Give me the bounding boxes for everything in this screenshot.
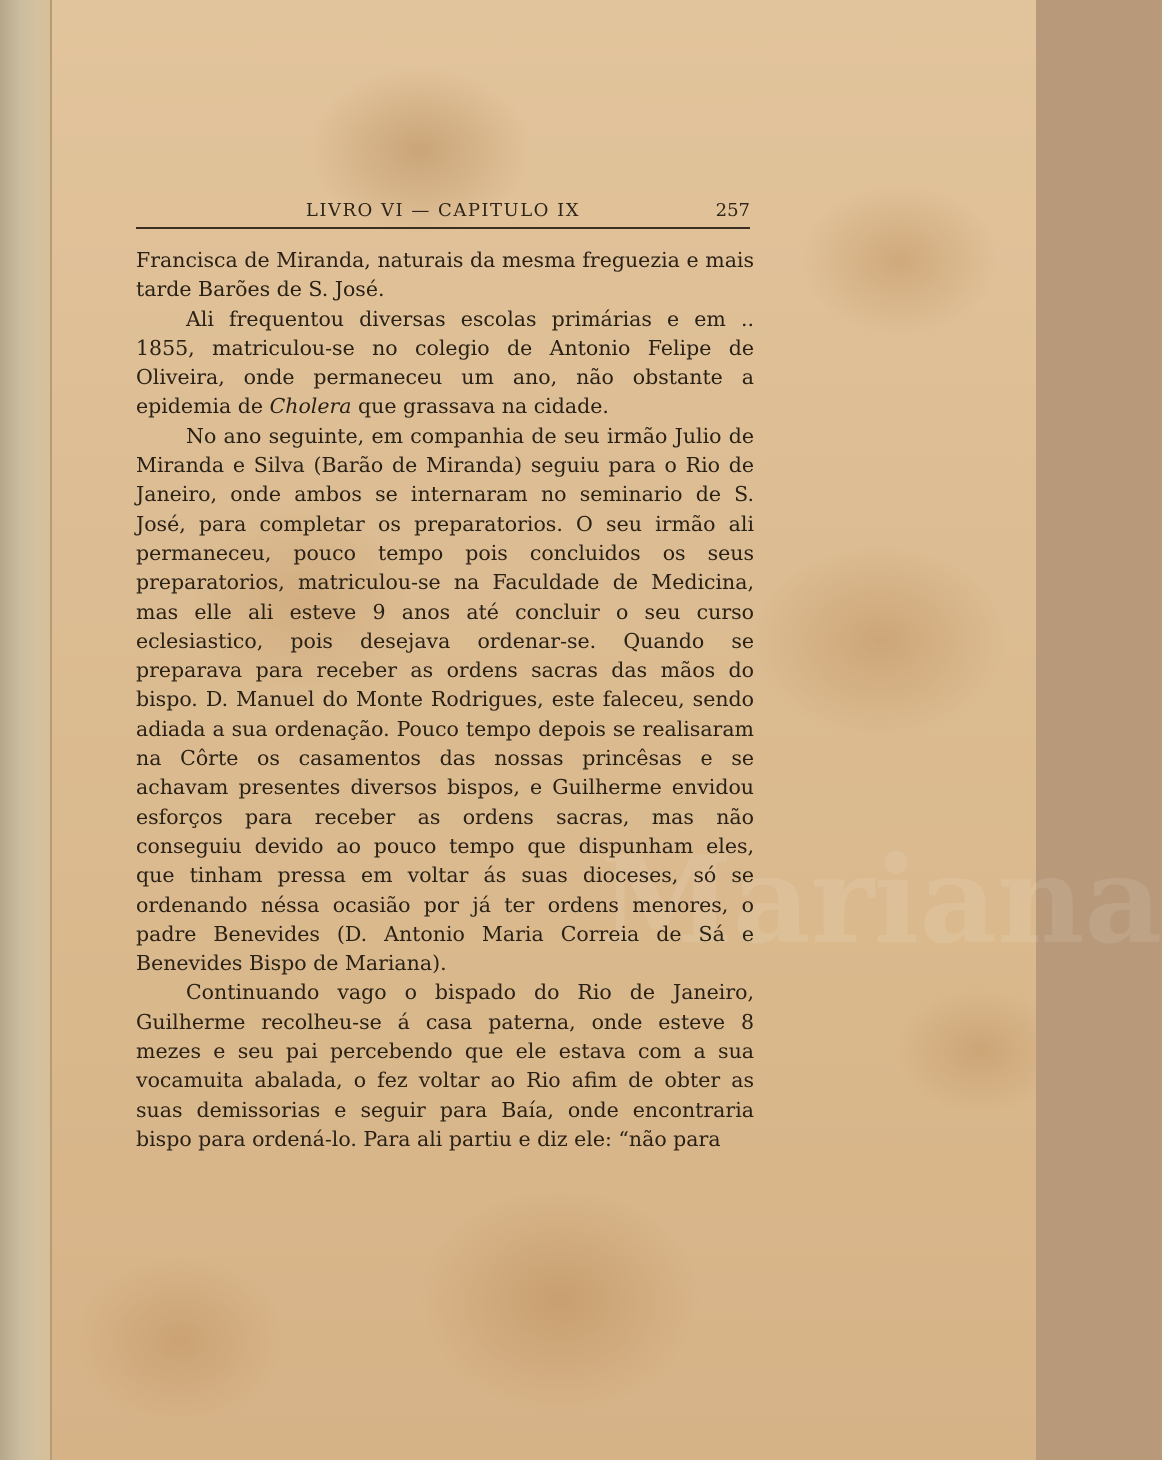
gutter-line: [50, 0, 52, 1460]
paragraph-2-italic: Cholera: [269, 394, 352, 419]
paragraph-2-text-a: Ali frequentou diversas escolas primárias e em .. 1855, matriculou-se no colegio de Antonio Felipe de Oliveira, onde permaneceu um ano, não obstante a epidemia de: [136, 306, 754, 419]
page-gutter: [0, 0, 52, 1460]
paragraph-4: Continuando vago o bispado do Rio de Janeiro, Guilherme recolheu-se á casa paterna, onde esteve 8 mezes e seu pai percebendo que ele estava com a sua vocamuita abalada, o fez voltar ao Rio afim de obter as suas demissorias e seguir para Baía, onde encontraria bispo para ordená-lo. Para ali partiu e diz ele: “não para: [136, 980, 754, 1151]
paragraph-1: Francisca de Miranda, naturais da mesma freguezia e mais tarde Barões de S. José.: [136, 248, 754, 302]
running-head: LIVRO VI — CAPITULO IX: [305, 200, 581, 221]
page-number: 257: [715, 200, 750, 221]
body-text: [136, 246, 754, 1154]
header-rule: [136, 227, 750, 229]
page-header: [136, 196, 750, 226]
paragraph-2-text-b: que grassava na cidade.: [351, 394, 609, 419]
watermark: Mariana: [600, 830, 1162, 971]
paragraph-2: [136, 305, 754, 422]
paragraph-3: No ano seguinte, em companhia de seu irmão Julio de Miranda e Silva (Barão de Miranda) seguiu para o Rio de Janeiro, onde ambos se internaram no seminario de S. José, para completar os preparatorios. O seu irmão ali permaneceu, pouco tempo pois concluidos os seus preparatorios, matriculou-se na Faculdade de Medicina, mas elle ali esteve 9 anos até concluir o seu curso eclesiastico, pois desejava ordenar-se. Quando se preparava para receber as ordens sacras das mãos do bispo. D. Manuel do Monte Rodrigues, este faleceu, sendo adiada a sua ordenação. Pouco tempo depois se realisaram na Côrte os casamentos das nossas princêsas e se achavam presentes diversos bispos, e Guilherme envidou esforços para receber as ordens sacras, mas não conseguiu devido ao pouco tempo que dispunham eles, que tinham pressa em voltar ás suas dioceses, só se ordenando néssa ocasião por já ter ordens menores, o padre Benevides (D. Antonio Maria Correia de Sá e Benevides Bispo de Mariana).: [136, 423, 754, 976]
